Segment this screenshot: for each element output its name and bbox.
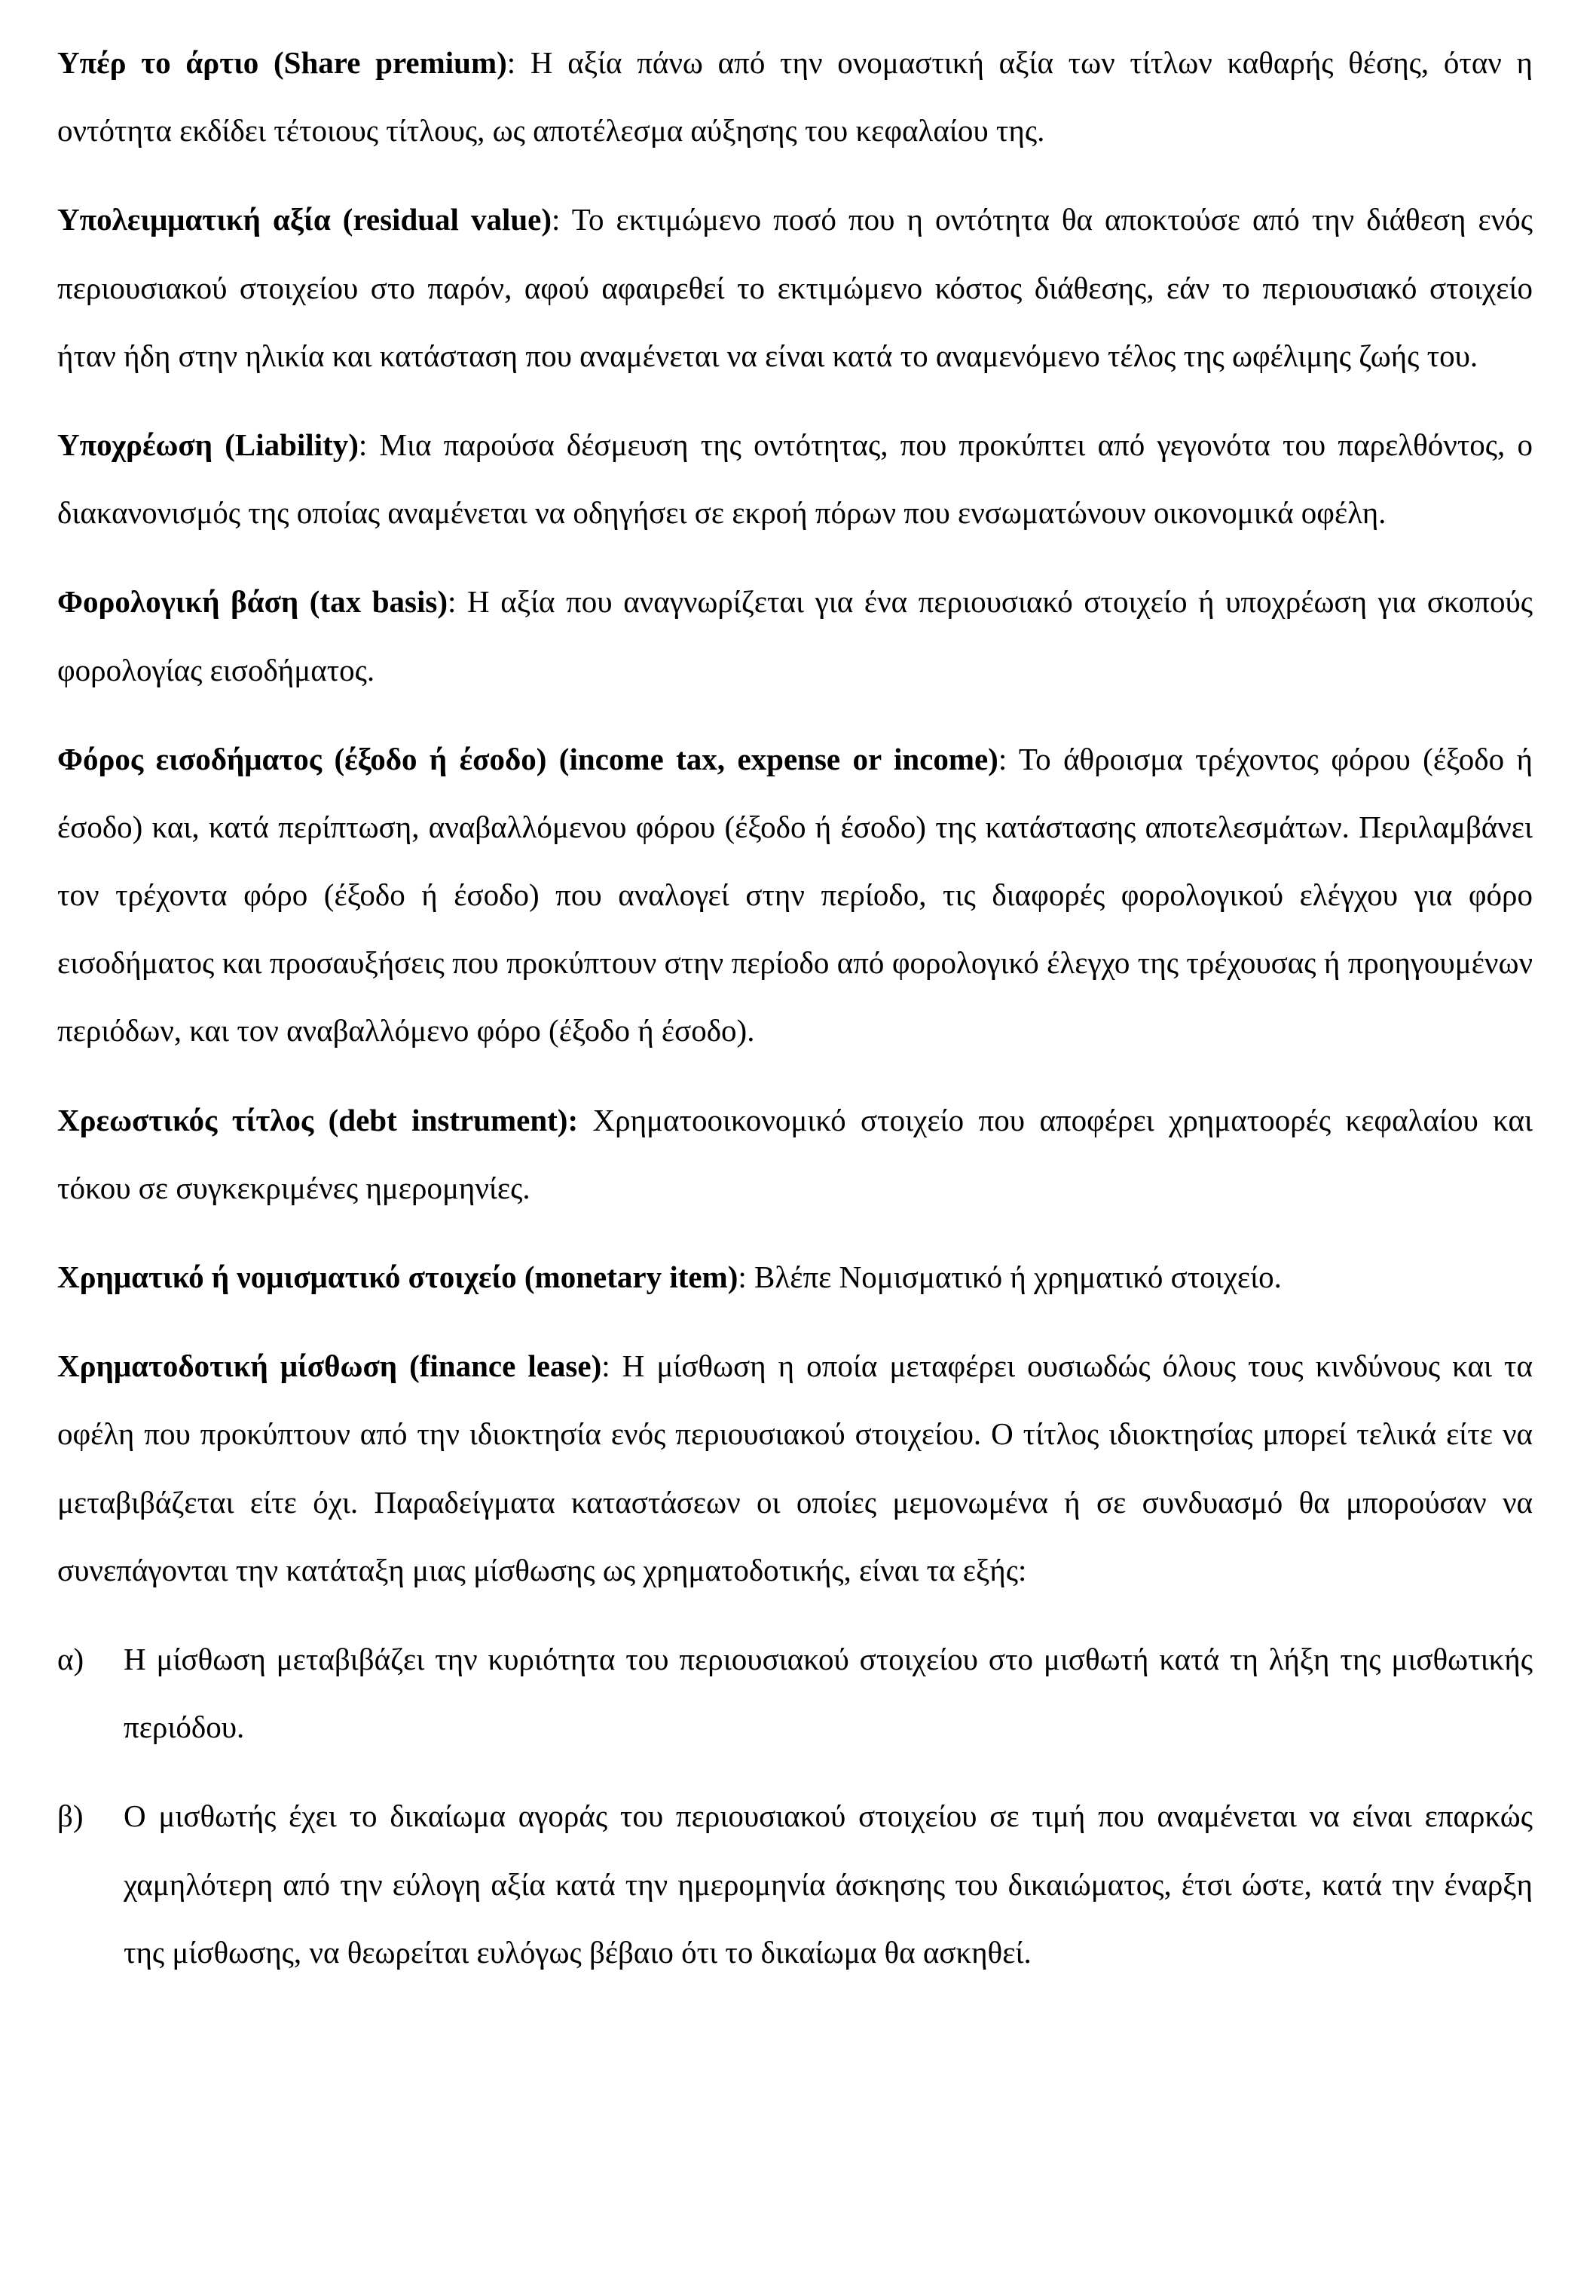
definition-text: : Η μίσθωση η οποία μεταφέρει ουσιωδώς όλους τους κινδύνους και τα οφέλη που προκύπτουν από την ιδιοκτησία ενός περιουσιακού στοιχείου. Ο τίτλος ιδιοκτησίας μπορεί τελικά είτε να μεταβιβάζεται είτε όχι. Παραδείγματα καταστάσεων οι οποίες μεμονωμένα ή σε συνδυασμό θα μπορούσαν να συνεπάγονται την κατάταξη μιας μίσθωσης ως χρηματοδοτικής, είναι τα εξής: (57, 1349, 1533, 1587)
definition-term: Υπολειμματική αξία (residual value) (57, 202, 552, 237)
list-item-text: Η μίσθωση μεταβιβάζει την κυριότητα του περιουσιακού στοιχείου στο μισθωτή κατά τη λήξη της μισθωτικής περιόδου. (124, 1641, 1533, 1745)
definition-text: : Η αξία που αναγνωρίζεται για ένα περιουσιακό στοιχείο ή υποχρέωση για σκοπούς φορολογίας εισοδήματος. (57, 584, 1533, 687)
definition-finance-lease (57, 1332, 1533, 1604)
definition-monetary-item (57, 1243, 1533, 1311)
definition-text: : Το εκτιμώμενο ποσό που η οντότητα θα αποκτούσε από την διάθεση ενός περιουσιακού στοιχείου στο παρόν, αφού αφαιρεθεί το εκτιμώμενο κόστος διάθεσης, εάν το περιουσιακό στοιχείο ήταν ήδη στην ηλικία και κατάσταση που αναμένεται να είναι κατά το αναμενόμενο τέλος της ωφέλιμης ζωής του. (57, 202, 1533, 373)
definition-residual-value (57, 185, 1533, 390)
definition-term: Χρεωστικός τίτλος (debt instrument): (57, 1102, 579, 1137)
definition-text: : Μια παρούσα δέσμευση της οντότητας, που προκύπτει από γεγονότα του παρελθόντος, ο διακανονισμός της οποίας αναμένεται να οδηγήσει σε εκροή πόρων που ενσωματώνουν οικονομικά οφέλη. (57, 427, 1533, 531)
list-item-text: Ο μισθωτής έχει το δικαίωμα αγοράς του περιουσιακού στοιχείου σε τιμή που αναμένεται να είναι επαρκώς χαμηλότερη από την εύλογη αξία κατά την ημερομηνία άσκησης του δικαιώματος, έτσι ώστε, κατά την έναρξη της μίσθωσης, να θεωρείται ευλόγως βέβαιο ότι το δικαίωμα θα ασκηθεί. (124, 1799, 1533, 1970)
definition-debt-instrument (57, 1086, 1533, 1222)
definition-term: Υποχρέωση (Liability) (57, 427, 359, 462)
definition-share-premium (57, 29, 1533, 164)
list-item-b (57, 1782, 1533, 1986)
definition-text: : Βλέπε Νομισματικό ή χρηματικό στοιχείο. (738, 1260, 1282, 1294)
definition-text: Χρηματοοικονομικό στοιχείο που αποφέρει χρηματοορές κεφαλαίου και τόκου σε συγκεκριμένες ημερομηνίες. (57, 1102, 1533, 1205)
definition-term: Χρηματικό ή νομισματικό στοιχείο (monetary item) (57, 1260, 738, 1294)
list-item-marker: β) (57, 1799, 84, 1834)
definition-term: Χρηματοδοτική μίσθωση (finance lease) (57, 1349, 602, 1384)
definition-term: Υπέρ το άρτιο (Share premium) (57, 45, 507, 80)
definition-income-tax (57, 725, 1533, 1065)
definition-liability (57, 411, 1533, 546)
definition-tax-basis (57, 568, 1533, 703)
definition-term: Φόρος εισοδήματος (έξοδο ή έσοδο) (income tax, expense or income) (57, 741, 998, 776)
list-item-a (57, 1625, 1533, 1761)
definition-term: Φορολογική βάση (tax basis) (57, 584, 448, 620)
definition-text: : Η αξία πάνω από την ονομαστική αξία των τίτλων καθαρής θέσης, όταν η οντότητα εκδίδει τέτοιους τίτλους, ως αποτέλεσμα αύξησης του κεφαλαίου της. (57, 45, 1533, 148)
definition-text: : Το άθροισμα τρέχοντος φόρου (έξοδο ή έσοδο) και, κατά περίπτωση, αναβαλλόμενου φόρου (έξοδο ή έσοδο) της κατάστασης αποτελεσμάτων. Περιλαμβάνει τον τρέχοντα φόρο (έξοδο ή έσοδο) που αναλογεί στην περίοδο, τις διαφορές φορολογικού ελέγχου για φόρο εισοδήματος και προσαυξήσεις που προκύπτουν στην περίοδο από φορολογικό έλεγχο της τρέχουσας ή προηγουμένων περιόδων, και τον αναβαλλόμενο φόρο (έξοδο ή έσοδο). (57, 741, 1533, 1049)
list-item-marker: α) (57, 1641, 84, 1676)
